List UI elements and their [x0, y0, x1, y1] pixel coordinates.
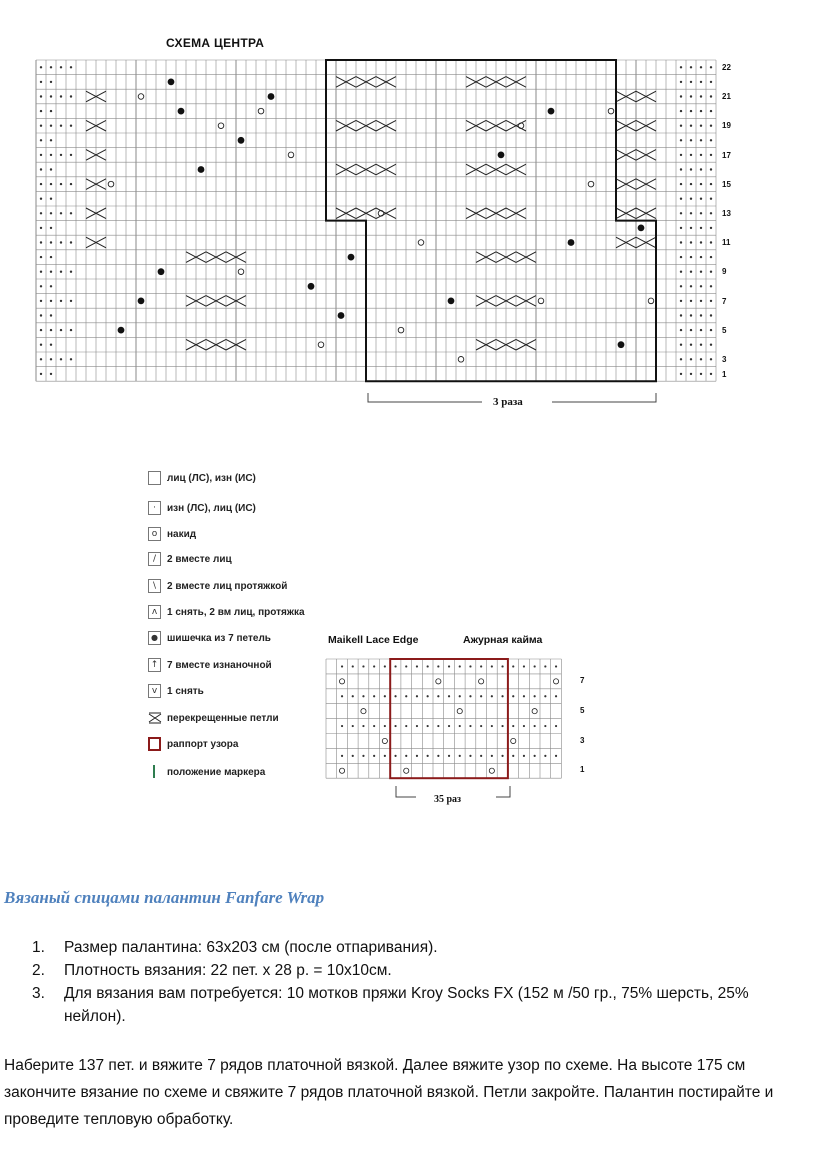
- purl-dot: [362, 755, 364, 757]
- purl-dot: [405, 665, 407, 667]
- row-number: 17: [722, 150, 731, 160]
- purl-dot: [512, 725, 514, 727]
- legend-label: перекрещенные петли: [167, 712, 279, 724]
- row-number: 22: [722, 63, 731, 72]
- purl-dot: [544, 755, 546, 757]
- row-number: 13: [722, 209, 731, 218]
- yarn-over-symbol: [553, 679, 558, 684]
- legend-label: 1 снять: [167, 685, 204, 697]
- legend-label: положение маркера: [167, 766, 266, 778]
- k2tog-icon: /: [148, 552, 161, 566]
- yarn-over-symbol: [532, 709, 537, 714]
- purl-dot: [544, 665, 546, 667]
- purl-dot: [459, 695, 461, 697]
- row-number: 5: [580, 705, 585, 715]
- slip-icon: v: [148, 684, 161, 698]
- purl-dot: [437, 665, 439, 667]
- purl-dot: [523, 725, 525, 727]
- purl-dot: [480, 695, 482, 697]
- purl-dot: [427, 665, 429, 667]
- purl-dot: [437, 695, 439, 697]
- legend-label: изн (ЛС), лиц (ИС): [167, 502, 256, 514]
- purl-dot: [448, 695, 450, 697]
- purl-dot: [534, 725, 536, 727]
- instructions-paragraph: Наберите 137 пет. и вяжите 7 рядов платочной вязкой. Далее вяжите узор по схеме. На высоте 175 см закончите вязание по схеме и свяжите 7 рядов платочной вязкой. Петли закройте. Палантин постирайте и проведите тепловую обработку.: [4, 1057, 774, 1128]
- purl-dot: [534, 665, 536, 667]
- yarn-over-icon: o: [148, 527, 161, 541]
- purl-dot: [459, 665, 461, 667]
- row-number: 7: [722, 296, 727, 306]
- yarn-over-symbol: [361, 709, 366, 714]
- document-title: Вязаный спицами палантин Fanfare Wrap: [4, 888, 325, 907]
- purl-dot: [341, 665, 343, 667]
- purl-dot: [362, 725, 364, 727]
- yarn-over-symbol: [339, 679, 344, 684]
- legend-label: 1 снять, 2 вм лиц, протяжка: [167, 606, 305, 618]
- row-number: 15: [722, 179, 731, 189]
- purl-dot: [373, 695, 375, 697]
- spec-list: [32, 936, 812, 1028]
- purl-dot: [448, 665, 450, 667]
- list-item-number: 1.: [32, 939, 45, 956]
- edge-chart-title-left: Maikell Lace Edge: [328, 634, 419, 646]
- purl-dot: [501, 665, 503, 667]
- purl-dot: [534, 695, 536, 697]
- purl-dot: [352, 665, 354, 667]
- purl-dot: [448, 755, 450, 757]
- list-item-text: Размер палантина: 63x203 см (после отпаривания).: [64, 939, 438, 956]
- purl-dot: [501, 695, 503, 697]
- list-item-number: 2.: [32, 962, 45, 979]
- purl-dot: [384, 695, 386, 697]
- purl-dot: [491, 665, 493, 667]
- edge-chart-symbols: [339, 665, 558, 773]
- purl-dot: [427, 755, 429, 757]
- purl-dot: [512, 695, 514, 697]
- purl-dot: [480, 725, 482, 727]
- purl-dot: [523, 755, 525, 757]
- purl-dot: [341, 695, 343, 697]
- purl-dot: [512, 755, 514, 757]
- yarn-over-symbol: [489, 768, 494, 773]
- purl-dot: [555, 695, 557, 697]
- purl-dot: [373, 755, 375, 757]
- list-item: [32, 982, 812, 1028]
- edge-chart-title-right: Ажурная кайма: [463, 634, 543, 646]
- legend-label: раппорт узора: [167, 738, 239, 750]
- purl-dot: [341, 755, 343, 757]
- purl-dot: [448, 725, 450, 727]
- main-chart-repeat-label: 3 раза: [493, 396, 523, 408]
- purl-dot: [405, 755, 407, 757]
- legend-label: 2 вместе лиц: [167, 553, 232, 565]
- row-number: 7: [580, 675, 585, 685]
- purl-dot: [459, 755, 461, 757]
- row-number: 1: [580, 765, 585, 775]
- purl-dot: [469, 665, 471, 667]
- purl-dot: [469, 755, 471, 757]
- purl-dot: [352, 695, 354, 697]
- purl-dot: [416, 725, 418, 727]
- purl-dot: [512, 665, 514, 667]
- legend-label: накид: [167, 528, 197, 540]
- purl-dot: [394, 725, 396, 727]
- purl-dot: [405, 725, 407, 727]
- row-number: 19: [722, 121, 731, 131]
- purl-dot: [384, 725, 386, 727]
- row-number: 11: [722, 238, 731, 248]
- yarn-over-symbol: [339, 768, 344, 773]
- purl-dot: [491, 755, 493, 757]
- purl-dot: [362, 665, 364, 667]
- row-number: 5: [722, 325, 727, 335]
- purl-dot: [352, 755, 354, 757]
- purl-dot: [544, 725, 546, 727]
- edge-chart-repeat-label: 35 раз: [434, 794, 462, 805]
- purl-dot: [534, 755, 536, 757]
- sk2p-icon: ʌ: [148, 605, 161, 619]
- yarn-over-symbol: [457, 709, 462, 714]
- yarn-over-symbol: [382, 738, 387, 743]
- purl-dot: [555, 725, 557, 727]
- purl-dot: [416, 695, 418, 697]
- purl-dot: [373, 665, 375, 667]
- p7tog-icon: ↑: [148, 658, 161, 672]
- purl-dot: [555, 665, 557, 667]
- list-item-text: Для вязания вам потребуется: 10 мотков пряжи Kroy Socks FX (152 м /50 гр., 75% шерсть, 25% нейлон).: [64, 985, 749, 1025]
- purl-dot: [427, 695, 429, 697]
- ssk-icon: \: [148, 579, 161, 593]
- purl-dot: [491, 695, 493, 697]
- purl-dot: [384, 665, 386, 667]
- purl-dot: [384, 755, 386, 757]
- purl-dot: [405, 695, 407, 697]
- legend-label: 7 вместе изнаночной: [167, 659, 272, 671]
- purl-dot: [394, 695, 396, 697]
- yarn-over-symbol: [511, 738, 516, 743]
- row-number: 1: [722, 369, 727, 379]
- legend-label: лиц (ЛС), изн (ИС): [167, 472, 256, 484]
- row-number: 3: [722, 355, 727, 364]
- purl-dot: [394, 755, 396, 757]
- purl-dot: [394, 665, 396, 667]
- list-item: [32, 959, 812, 982]
- legend-label: шишечка из 7 петель: [167, 632, 271, 644]
- list-item-text: Плотность вязания: 22 пет. х 28 р. = 10х10см.: [64, 962, 392, 979]
- yarn-over-symbol: [436, 679, 441, 684]
- purl-dot: [341, 725, 343, 727]
- purl-dot: [416, 665, 418, 667]
- purl-dot: [544, 695, 546, 697]
- row-number: 9: [722, 267, 727, 277]
- yarn-over-symbol: [404, 768, 409, 773]
- purl-dot: [416, 755, 418, 757]
- purl-dot: [469, 725, 471, 727]
- purl-dot: [523, 695, 525, 697]
- purl-dot: [523, 665, 525, 667]
- purl-dot: [469, 695, 471, 697]
- dot-square-icon: ·: [148, 501, 161, 515]
- row-number: 3: [580, 735, 585, 745]
- yarn-over-symbol: [479, 679, 484, 684]
- main-chart-title: СХЕМА ЦЕНТРА: [166, 36, 265, 50]
- edge-chart-grid: [326, 659, 561, 778]
- purl-dot: [352, 725, 354, 727]
- purl-dot: [459, 725, 461, 727]
- purl-dot: [480, 755, 482, 757]
- purl-dot: [480, 665, 482, 667]
- purl-dot: [501, 755, 503, 757]
- purl-dot: [427, 725, 429, 727]
- purl-dot: [437, 725, 439, 727]
- purl-dot: [555, 755, 557, 757]
- bobble-icon: ●: [148, 631, 161, 645]
- purl-dot: [501, 725, 503, 727]
- purl-dot: [362, 695, 364, 697]
- purl-dot: [373, 725, 375, 727]
- row-number: 21: [722, 92, 731, 102]
- purl-dot: [491, 725, 493, 727]
- list-item-number: 3.: [32, 985, 45, 1002]
- list-item: [32, 936, 812, 959]
- legend-label: 2 вместе лиц протяжкой: [167, 580, 288, 592]
- purl-dot: [437, 755, 439, 757]
